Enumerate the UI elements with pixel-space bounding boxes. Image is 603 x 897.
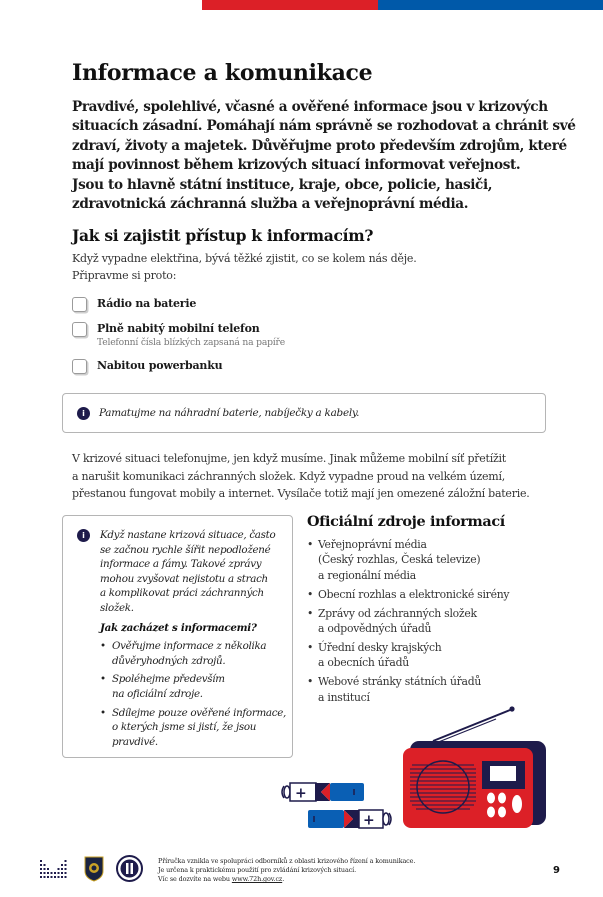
phone-advice-paragraph	[72, 450, 529, 503]
list-item-line: • Veřejnoprávní média	[318, 538, 427, 551]
list-item-line: pravdivé.	[112, 735, 158, 748]
list-item	[100, 706, 290, 750]
list-item-line: • Sdílejme pouze ověřené informace,	[112, 706, 286, 719]
access-heading: Jak si zajistit přístup k informacím?	[72, 226, 374, 245]
lead-line: Pravdivé, spolehlivé, včasné a ověřené informace jsou v krizových	[72, 99, 548, 115]
list-item-line: a regionální média	[318, 568, 416, 582]
footer-link-suffix: .	[282, 875, 285, 883]
list-item-line: o kterých jsme si jistí, že jsou	[112, 721, 257, 734]
list-item	[100, 672, 290, 701]
lead-line: Jsou to hlavně státní instituce, kraje, obce, policie, hasiči,	[72, 176, 493, 193]
footer-link-prefix: Víc se dozvíte na webu	[158, 875, 232, 883]
lead-line: zdraví, životy a majetek. Důvěřujme proto především zdrojům, které	[72, 137, 567, 154]
checkbox[interactable]	[72, 322, 87, 337]
lead-line: zdravotnická záchranná služba a veřejnoprávní média.	[72, 196, 469, 213]
paragraph-line: V krizové situaci telefonujme, jen když musíme. Jinak můžeme mobilní síť přetížit	[72, 452, 506, 465]
website-link[interactable]: www.72h.gov.cz	[231, 875, 283, 883]
sources-heading: Oficiální zdroje informací	[307, 513, 505, 530]
list-item-line: • Obecní rozhlas a elektronické sirény	[318, 587, 510, 601]
checklist-item-powerbank[interactable]	[72, 358, 222, 374]
callout-question: Jak zacházet s informacemi?	[100, 621, 257, 634]
list-item	[307, 674, 547, 705]
checklist-item-radio[interactable]	[72, 296, 196, 312]
list-item	[307, 606, 547, 637]
list-item-line: na oficiální zdroje.	[112, 687, 203, 700]
lead-paragraph	[72, 98, 576, 214]
flag-stripe-blue	[378, 0, 603, 10]
list-item-line: (Český rozhlas, Česká televize)	[318, 553, 481, 567]
misinfo-tips-list	[100, 639, 290, 749]
radio-illustration	[398, 703, 550, 831]
svg-text:+: +	[295, 785, 307, 802]
list-item-line: a odpovědných úřadů	[318, 622, 432, 636]
info-icon: i	[77, 407, 90, 420]
callout-line: mohou zvyšovat nejistotu a strach	[100, 572, 268, 585]
list-item-line: důvěryhodných zdrojů.	[112, 654, 226, 667]
footer-line	[158, 875, 415, 884]
callout-line: se začnou rychle šířit nepodložené	[100, 543, 271, 556]
svg-text:+: +	[363, 812, 375, 829]
callout-line: Když nastane krizová situace, často	[100, 529, 276, 541]
list-item-line: a obecních úřadů	[318, 656, 409, 670]
official-sources	[307, 513, 547, 709]
callout-line: informace a fámy. Takové zprávy	[100, 558, 262, 571]
tip-callout	[62, 393, 546, 433]
page-number: 9	[553, 865, 560, 876]
intro-line: Když vypadne elektřina, bývá těžké zjistit, co se kolem nás děje.	[72, 252, 417, 265]
footer-line: Je určena k praktickému použití pro zvládání krizových situací.	[158, 866, 357, 874]
checklist-item-phone[interactable]	[72, 321, 285, 349]
police-logo	[116, 855, 143, 882]
tip-text: Pamatujme na náhradní baterie, nabíječky a kabely.	[99, 407, 360, 419]
batteries-illustration	[278, 780, 398, 840]
footer-text	[158, 857, 415, 884]
list-item-line: • Ověřujme informace z několika	[112, 640, 267, 653]
lead-line: situacích zásadní. Pomáhají nám správně se rozhodovat a chránit své	[72, 118, 576, 135]
info-icon: i	[77, 529, 90, 542]
list-item-line: • Úřední desky krajských	[318, 640, 442, 654]
checkbox[interactable]	[72, 297, 87, 312]
misinformation-callout	[62, 515, 293, 758]
flag-stripe-red	[202, 0, 378, 10]
list-item	[307, 640, 547, 671]
callout-line: složek.	[100, 601, 134, 614]
list-item-line: • Spoléhejme především	[112, 673, 225, 686]
intro-line: Připravme si proto:	[72, 269, 177, 282]
callout-line: a komplikovat práci záchranných	[100, 587, 264, 600]
footer-line: Příručka vznikla ve spolupráci odborníků z oblasti krizového řízení a komunikace.	[158, 857, 416, 865]
checklist-label: Plně nabitý mobilní telefon	[97, 322, 260, 335]
list-item	[307, 587, 547, 602]
list-item	[307, 537, 547, 583]
page-footer	[0, 850, 603, 890]
paragraph-line: a narušit komunikaci záchranných složek. Když vypadne proud na velkém území,	[72, 469, 506, 483]
list-item	[100, 639, 290, 668]
list-item-line: • Webové stránky státních úřadů	[318, 675, 482, 689]
access-intro	[72, 250, 417, 284]
checklist-label: Rádio na baterie	[97, 297, 197, 310]
list-item-line: • Zprávy od záchranných složek	[318, 606, 477, 620]
lead-line: mají povinnost během krizových situací informovat veřejnost.	[72, 157, 521, 174]
ministry-logo	[40, 858, 70, 880]
flag-stripe	[202, 0, 603, 10]
fire-rescue-logo	[84, 855, 104, 882]
checklist-sublabel: Telefonní čísla blízkých zapsaná na papíře	[97, 337, 285, 348]
sources-list	[307, 537, 547, 705]
paragraph-line: přestanou fungovat mobily a internet. Vysílače totiž mají jen omezené záložní baterie.	[72, 487, 530, 501]
list-item-line: a institucí	[318, 690, 370, 704]
checkbox[interactable]	[72, 359, 87, 374]
checklist-label: Nabitou powerbanku	[97, 359, 223, 372]
page-title: Informace a komunikace	[72, 60, 373, 86]
